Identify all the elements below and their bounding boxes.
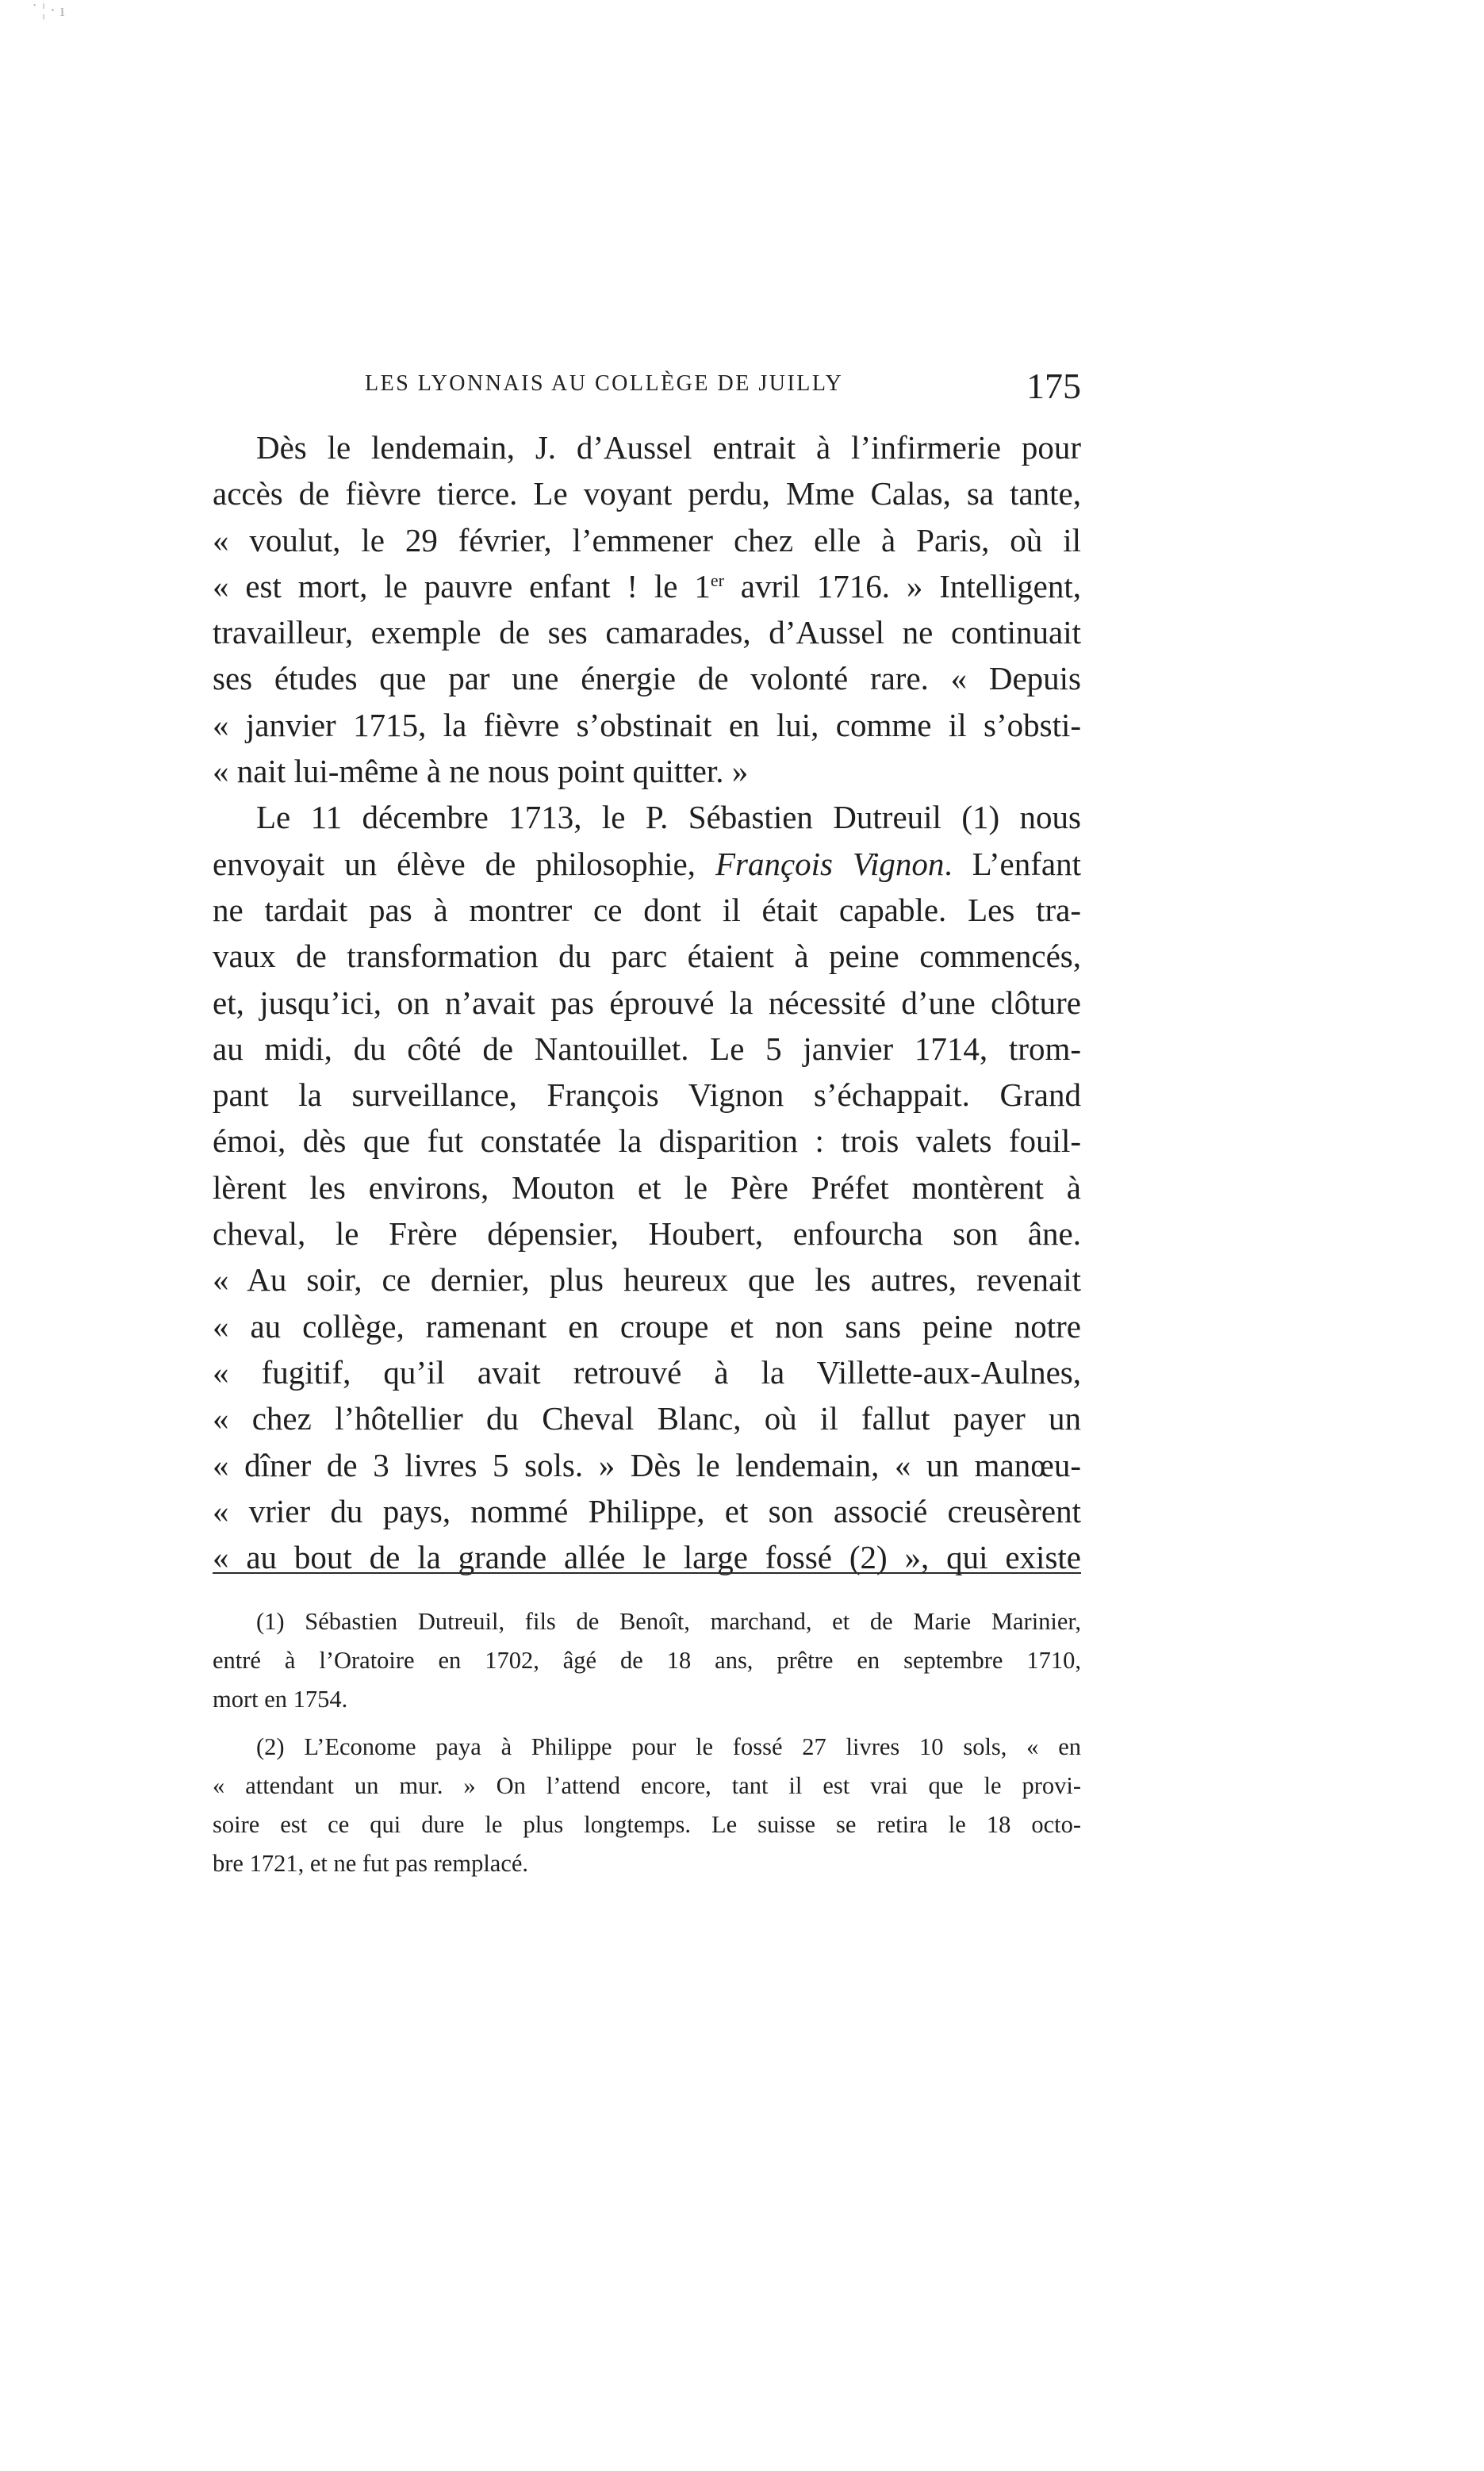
text-line: lèrent les environs, Mouton et le Père Préfet montèrent à [213,1168,1081,1206]
footnote-rule [213,1572,1081,1574]
text-line: Le 11 décembre 1713, le P. Sébastien Dutreuil (1) nous [256,799,1081,836]
text-line: accès de fièvre tierce. Le voyant perdu, Mme Calas, sa tante, [213,475,1081,512]
footnote-line: (1) Sébastien Dutreuil, fils de Benoît, marchand, et de Marie Marinier, [256,1608,1081,1635]
text-line: « au collège, ramenant en croupe et non sans peine notre [213,1307,1081,1345]
superscript: er [710,570,724,590]
text-line: ses études que par une énergie de volonté rare. « Depuis [213,660,1081,697]
text-line-with-italic [213,841,1081,887]
running-head-title: LES LYONNAIS AU COLLÈGE DE JUILLY [365,371,844,396]
text-line: « nait lui-même à ne nous point quitter. » [213,753,749,790]
text-line: « Au soir, ce dernier, plus heureux que les autres, revenait [213,1261,1081,1299]
text-line: « chez l’hôtellier du Cheval Blanc, où il fallut payer un [213,1400,1081,1437]
text-line: ne tardait pas à montrer ce dont il était capable. Les tra- [213,891,1081,928]
body-text [213,424,1081,1580]
text-line: pant la surveillance, François Vignon s’échappait. Grand [213,1076,1081,1114]
text-line: « fugitif, qu’il avait retrouvé à la Villette-aux-Aulnes, [213,1353,1081,1391]
italic-name: François Vignon [715,845,945,882]
text-line: au midi, du côté de Nantouillet. Le 5 janvier 1714, trom- [213,1030,1081,1067]
text-line: « janvier 1715, la fièvre s’obstinait en lui, comme il s’obsti- [213,706,1081,743]
footnote-2 [213,1728,1081,1884]
page-number: 175 [1026,366,1081,406]
footnotes [213,1602,1081,1883]
footnote-line: bre 1721, et ne fut pas remplacé. [213,1850,529,1878]
footnote-1 [213,1602,1081,1720]
text-line: et, jusqu’ici, on n’avait pas éprouvé la nécessité d’une clôture [213,984,1081,1021]
text-fragment: avril 1716. » Intelligent, [723,567,1081,604]
footnote-line: entré à l’Oratoire en 1702, âgé de 18 ans, prêtre en septembre 1710, [213,1647,1081,1675]
text-fragment: . L’enfant [944,845,1081,882]
footnote-line: mort en 1754. [213,1686,348,1713]
text-line: vaux de transformation du parc étaient à peine commencés, [213,938,1081,975]
footnote-gap [213,1720,1081,1728]
text-line-with-superscript [213,563,1081,609]
text-line: émoi, dès que fut constatée la disparition : trois valets fouil- [213,1122,1081,1160]
text-line: « voulut, le 29 février, l’emmener chez elle à Paris, où il [213,521,1081,558]
text-line: Dès le lendemain, J. d’Aussel entrait à l’infirmerie pour [256,429,1081,466]
text-line: « vrier du pays, nommé Philippe, et son associé creusèrent [213,1492,1081,1529]
text-fragment: « est mort, le pauvre enfant ! le 1 [213,567,711,604]
text-fragment: envoyait un élève de philosophie, [213,845,715,882]
text-line: « dîner de 3 livres 5 sols. » Dès le lendemain, « un manœu- [213,1446,1081,1483]
text-line: travailleur, exemple de ses camarades, d’Aussel ne continuait [213,614,1081,651]
footnote-line: soire est ce qui dure le plus longtemps. Le suisse se retira le 18 octo- [213,1810,1081,1838]
footnote-line: (2) L’Econome paya à Philippe pour le fossé 27 livres 10 sols, « en [256,1732,1081,1760]
running-head [213,365,1081,428]
text-line: cheval, le Frère dépensier, Houbert, enfourcha son âne. [213,1215,1081,1253]
text-line: « au bout de la grande allée le large fossé (2) », qui existe [213,1539,1081,1576]
scan-smudge: ˙ ¦ · ı [32,0,65,20]
footnote-line: « attendant un mur. » On l’attend encore, tant il est vrai que le provi- [213,1771,1081,1799]
